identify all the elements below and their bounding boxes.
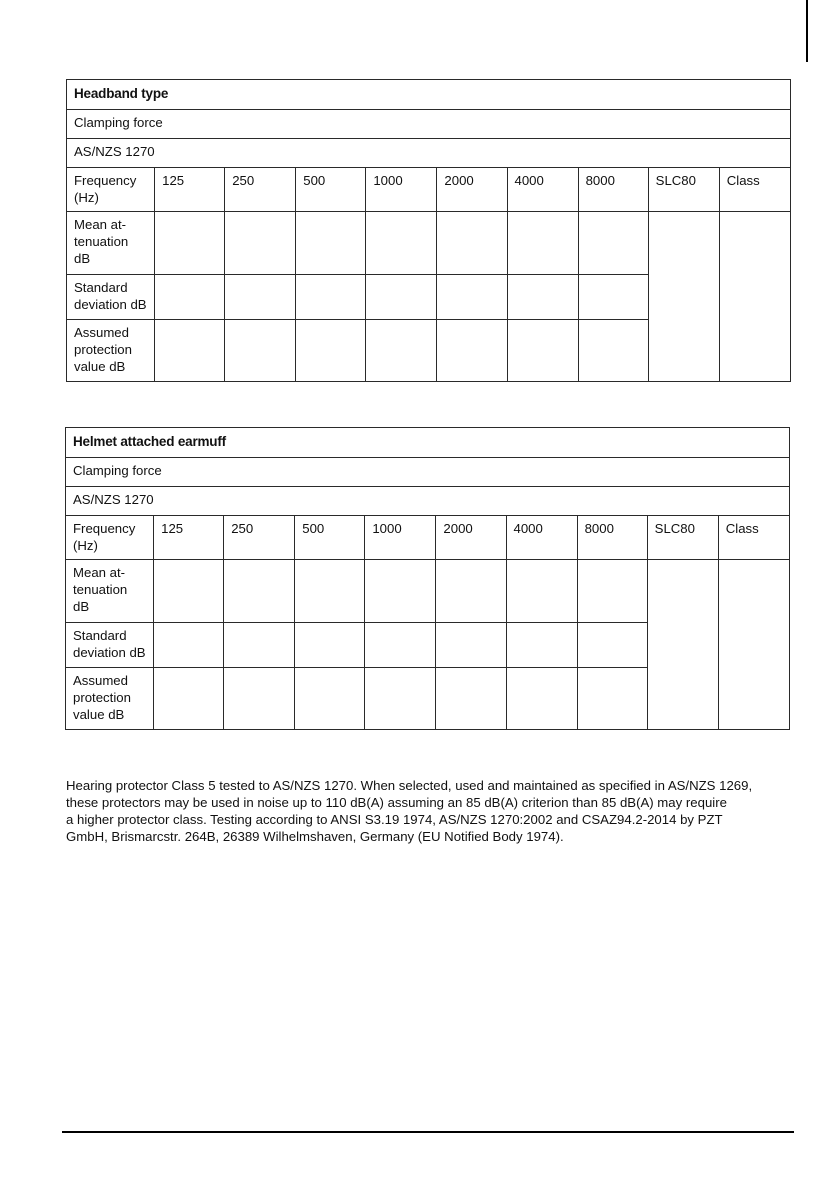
row-label-assumed-protection: Assumed protection value dB <box>66 668 154 730</box>
frequency-label: Frequency (Hz) <box>66 516 154 560</box>
table-title: Helmet attached earmuff <box>66 428 790 458</box>
freq-header: 2000 <box>437 168 507 212</box>
value-cell <box>437 212 507 275</box>
clamping-force-label: Clamping force <box>67 110 791 139</box>
value-cell <box>295 560 365 623</box>
value-cell <box>225 320 296 382</box>
row-label-mean-attenuation: Mean at- tenuation dB <box>67 212 155 275</box>
freq-header: 250 <box>225 168 296 212</box>
value-cell <box>225 212 296 275</box>
value-cell <box>154 560 224 623</box>
slc80-value-cell <box>648 212 719 382</box>
class-header: Class <box>718 516 789 560</box>
value-cell <box>577 668 647 730</box>
freq-header: 125 <box>154 516 224 560</box>
note-line: a higher protector class. Testing according to ANSI S3.19 1974, AS/NZS 1270:2002 and CSAZ94.2-2014 by PZT <box>66 812 723 827</box>
value-cell <box>506 668 577 730</box>
value-cell <box>578 212 648 275</box>
value-cell <box>577 623 647 668</box>
row-label-assumed-protection: Assumed protection value dB <box>67 320 155 382</box>
value-cell <box>366 320 437 382</box>
value-cell <box>154 668 224 730</box>
value-cell <box>295 668 365 730</box>
value-cell <box>577 560 647 623</box>
value-cell <box>506 560 577 623</box>
freq-header: 8000 <box>578 168 648 212</box>
slc80-value-cell <box>647 560 718 730</box>
value-cell <box>155 320 225 382</box>
value-cell <box>224 668 295 730</box>
value-cell <box>224 623 295 668</box>
value-cell <box>296 320 366 382</box>
value-cell <box>154 623 224 668</box>
value-cell <box>436 560 506 623</box>
value-cell <box>366 275 437 320</box>
value-cell <box>578 320 648 382</box>
value-cell <box>295 623 365 668</box>
row-label-mean-attenuation: Mean at- tenuation dB <box>66 560 154 623</box>
standard-label: AS/NZS 1270 <box>66 487 790 516</box>
value-cell <box>578 275 648 320</box>
frequency-label: Frequency (Hz) <box>67 168 155 212</box>
freq-header: 4000 <box>506 516 577 560</box>
class-header: Class <box>719 168 790 212</box>
clamping-force-label: Clamping force <box>66 458 790 487</box>
freq-header: 4000 <box>507 168 578 212</box>
class-value-cell <box>718 560 789 730</box>
value-cell <box>437 275 507 320</box>
value-cell <box>225 275 296 320</box>
freq-header: 8000 <box>577 516 647 560</box>
note-line: Hearing protector Class 5 tested to AS/NZS 1270. When selected, used and maintained as specified in AS/NZS 1269, <box>66 778 753 793</box>
value-cell <box>365 560 436 623</box>
compliance-note <box>66 777 796 845</box>
value-cell <box>366 212 437 275</box>
value-cell <box>365 623 436 668</box>
value-cell <box>155 275 225 320</box>
margin-marker <box>806 0 808 62</box>
value-cell <box>365 668 436 730</box>
value-cell <box>296 212 366 275</box>
freq-header: 1000 <box>366 168 437 212</box>
value-cell <box>507 320 578 382</box>
standard-label: AS/NZS 1270 <box>67 139 791 168</box>
slc80-header: SLC80 <box>648 168 719 212</box>
note-line: GmbH, Brismarcstr. 264B, 26389 Wilhelmshaven, Germany (EU Notified Body 1974). <box>66 829 564 844</box>
helmet-earmuff-attenuation-table <box>65 427 790 730</box>
freq-header: 125 <box>155 168 225 212</box>
value-cell <box>436 623 506 668</box>
value-cell <box>296 275 366 320</box>
freq-header: 500 <box>296 168 366 212</box>
slc80-header: SLC80 <box>647 516 718 560</box>
freq-header: 500 <box>295 516 365 560</box>
value-cell <box>507 212 578 275</box>
freq-header: 1000 <box>365 516 436 560</box>
note-line: these protectors may be used in noise up to 110 dB(A) assuming an 85 dB(A) criterion than 85 dB(A) may require <box>66 795 727 810</box>
headband-attenuation-table <box>66 79 791 382</box>
value-cell <box>436 668 506 730</box>
value-cell <box>224 560 295 623</box>
value-cell <box>506 623 577 668</box>
row-label-standard-deviation: Standard deviation dB <box>66 623 154 668</box>
table-title: Headband type <box>67 80 791 110</box>
freq-header: 2000 <box>436 516 506 560</box>
class-value-cell <box>719 212 790 382</box>
footer-rule <box>62 1131 794 1133</box>
row-label-standard-deviation: Standard deviation dB <box>67 275 155 320</box>
freq-header: 250 <box>224 516 295 560</box>
value-cell <box>155 212 225 275</box>
value-cell <box>507 275 578 320</box>
value-cell <box>437 320 507 382</box>
